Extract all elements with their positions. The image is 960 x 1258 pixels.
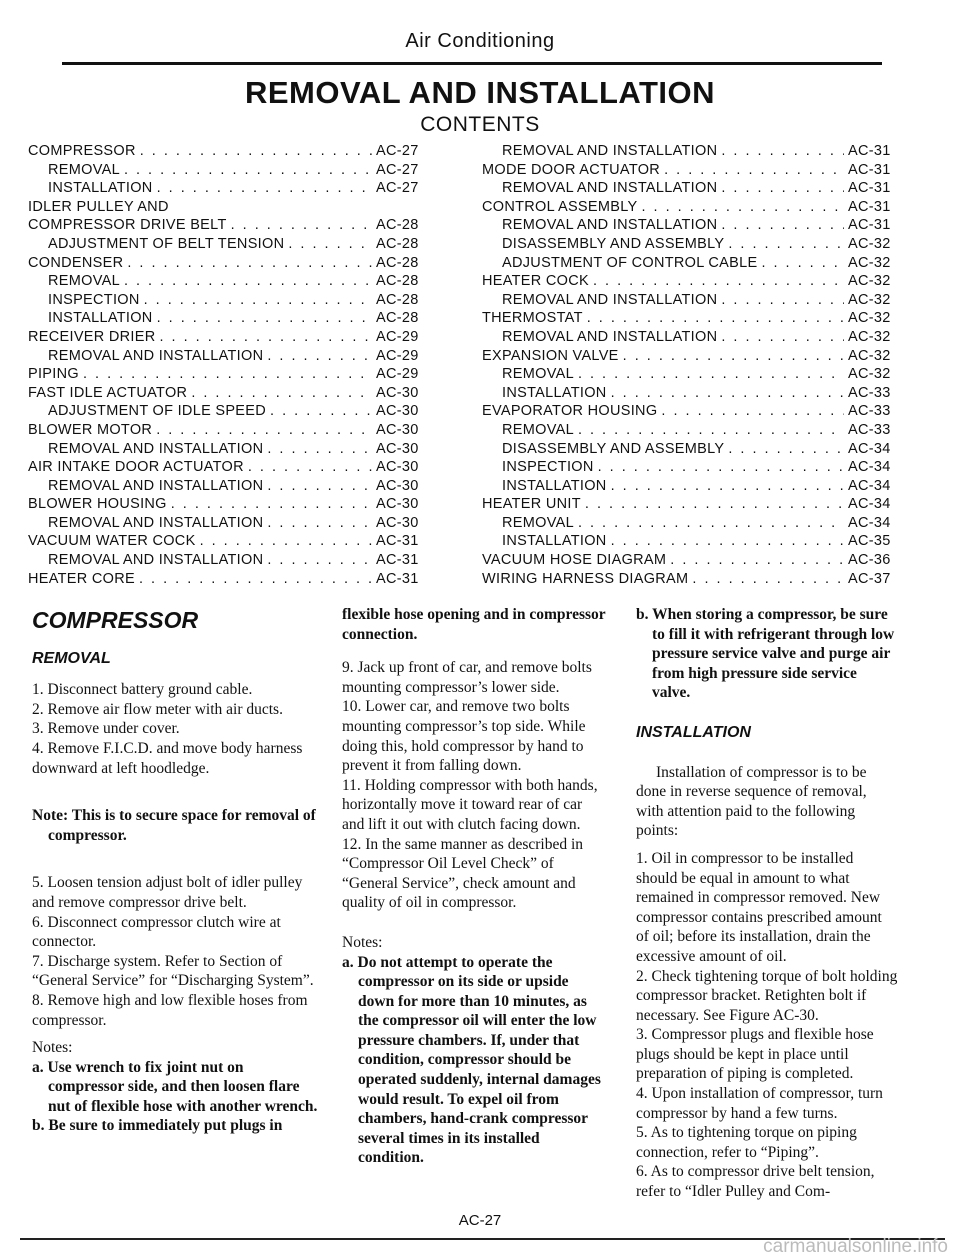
toc-entry-page: AC-28 bbox=[376, 273, 419, 290]
toc-entry-label: DISASSEMBLY AND ASSEMBLY bbox=[502, 235, 725, 252]
note-item: a. Do not attempt to operate the compressor on its side or upside down for more than 10 minutes, as the compressor oil will enter the low pressure chambers. If, under that condition, compressor should be operated suddenly, internal damages would result. To expel oil from chambers, hand-crank compressor several times in its installed condition. bbox=[342, 953, 601, 1167]
toc-entry bbox=[28, 235, 424, 254]
toc-entry-page: AC-34 bbox=[848, 440, 891, 457]
toc-entry bbox=[482, 272, 896, 291]
body-column-3 bbox=[636, 605, 898, 1202]
toc-entry bbox=[28, 440, 424, 459]
toc-entry bbox=[28, 198, 424, 217]
toc-entry-page: AC-27 bbox=[376, 161, 419, 178]
toc-entry-page: AC-32 bbox=[848, 310, 891, 327]
toc-entry bbox=[28, 347, 424, 366]
toc-leader-dots bbox=[124, 161, 372, 180]
toc-entry bbox=[482, 402, 896, 421]
toc-entry-label: DISASSEMBLY AND ASSEMBLY bbox=[502, 440, 725, 457]
toc-entry-page: AC-34 bbox=[848, 496, 891, 513]
toc-entry-label: IDLER PULLEY AND bbox=[28, 198, 169, 215]
toc-entry-label: ADJUSTMENT OF BELT TENSION bbox=[48, 235, 285, 252]
step: 8. Remove high and low flexible hoses from compressor. bbox=[32, 991, 308, 1029]
toc-entry-label: INSPECTION bbox=[502, 459, 594, 476]
toc-leader-dots bbox=[139, 570, 372, 589]
toc-right-column bbox=[482, 142, 896, 588]
toc-entry-page: AC-30 bbox=[376, 384, 419, 401]
toc-leader-dots bbox=[157, 309, 372, 328]
step: 12. In the same manner as described in “Compressor Oil Level Check” of “General Service”, check amount and quality of oil in compressor. bbox=[342, 835, 584, 912]
toc-entry bbox=[482, 142, 896, 161]
top-rule bbox=[62, 62, 882, 65]
toc-leader-dots bbox=[267, 514, 372, 533]
toc-entry-label: EXPANSION VALVE bbox=[482, 347, 619, 364]
toc-entry-page: AC-28 bbox=[376, 310, 419, 327]
running-head: Air Conditioning bbox=[405, 30, 555, 52]
toc-entry-label: REMOVAL bbox=[48, 161, 120, 178]
toc-entry-label: INSTALLATION bbox=[48, 180, 153, 197]
toc-leader-dots bbox=[248, 458, 372, 477]
toc-leader-dots bbox=[267, 440, 372, 459]
step: 4. Upon installation of compressor, turn compressor by hand a few turns. bbox=[636, 1085, 883, 1122]
note-continuation: flexible hose opening and in compressor connection. bbox=[342, 606, 606, 643]
note-item: a. Use wrench to fix joint nut on compressor side, and then loosen flare nut of flexible hose with another wrench. bbox=[32, 1058, 318, 1115]
toc-entry bbox=[482, 365, 896, 384]
toc-entry-page: AC-34 bbox=[848, 477, 891, 494]
toc-entry-page: AC-29 bbox=[376, 328, 419, 345]
toc-leader-dots bbox=[267, 551, 372, 570]
toc-entry-label: REMOVAL AND INSTALLATION bbox=[48, 347, 264, 364]
toc-entry-page: AC-28 bbox=[376, 291, 419, 308]
toc-entry-page: AC-30 bbox=[376, 496, 419, 513]
toc-entry bbox=[28, 216, 424, 235]
step: 11. Holding compressor with both hands, horizontally move it toward rear of car and lift it out with clutch facing down. bbox=[342, 776, 598, 833]
toc-entry-page: AC-31 bbox=[848, 180, 891, 197]
step: 9. Jack up front of car, and remove bolts mounting compressor’s lower side. bbox=[342, 659, 592, 696]
toc-entry-page: AC-34 bbox=[848, 514, 891, 531]
toc-leader-dots bbox=[578, 421, 844, 440]
toc-entry bbox=[482, 551, 896, 570]
toc-entry-label: RECEIVER DRIER bbox=[28, 328, 156, 345]
toc-entry-label: VACUUM HOSE DIAGRAM bbox=[482, 552, 667, 569]
toc-leader-dots bbox=[200, 532, 372, 551]
toc-entry-page: AC-28 bbox=[376, 235, 419, 252]
toc-leader-dots bbox=[611, 532, 844, 551]
toc-leader-dots bbox=[140, 142, 372, 161]
intro-paragraph: Installation of compressor is to be done in reverse sequence of removal, with attention paid to the following points: bbox=[636, 763, 867, 840]
toc-leader-dots bbox=[661, 402, 844, 421]
toc-entry-label: INSTALLATION bbox=[502, 384, 607, 401]
notes-label: Notes: bbox=[342, 933, 383, 951]
toc-leader-dots bbox=[670, 551, 844, 570]
toc-entry-label: INSPECTION bbox=[48, 291, 140, 308]
toc-entry bbox=[482, 570, 896, 589]
toc-entry bbox=[28, 254, 424, 273]
toc-entry bbox=[482, 421, 896, 440]
toc-entry-page: AC-31 bbox=[848, 217, 891, 234]
toc-entry-label: PIPING bbox=[28, 366, 79, 383]
toc-entry-label: BLOWER HOUSING bbox=[28, 496, 167, 513]
note-item: b. Be sure to immediately put plugs in bbox=[32, 1117, 283, 1135]
toc-leader-dots bbox=[156, 421, 372, 440]
toc-entry bbox=[482, 254, 896, 273]
toc-leader-dots bbox=[721, 179, 844, 198]
toc-entry-label: REMOVAL AND INSTALLATION bbox=[502, 217, 718, 234]
toc-entry bbox=[482, 291, 896, 310]
toc-leader-dots bbox=[728, 235, 844, 254]
step: 7. Discharge system. Refer to Section of “General Service” for “Discharging System”. bbox=[32, 952, 314, 990]
page-number: AC-27 bbox=[458, 1212, 502, 1229]
toc-entry-label: CONDENSER bbox=[28, 254, 124, 271]
page-title: REMOVAL AND INSTALLATION bbox=[244, 75, 716, 110]
toc-entry bbox=[28, 179, 424, 198]
toc-leader-dots bbox=[171, 495, 372, 514]
step: 3. Compressor plugs and flexible hose plugs should be kept in place until preparation of piping is completed. bbox=[636, 1026, 874, 1083]
toc-entry bbox=[482, 309, 896, 328]
step: 2. Check tightening torque of bolt holding compressor bracket. Retighten bolt if necessary. See Figure AC-30. bbox=[636, 967, 898, 1024]
toc-entry-label: REMOVAL AND INSTALLATION bbox=[48, 514, 264, 531]
toc-leader-dots bbox=[728, 440, 844, 459]
step: 6. As to compressor drive belt tension, refer to “Idler Pulley and Com- bbox=[636, 1163, 875, 1201]
toc-leader-dots bbox=[157, 179, 372, 198]
toc-leader-dots bbox=[585, 495, 844, 514]
toc-leader-dots bbox=[598, 458, 844, 477]
step: 6. Disconnect compressor clutch wire at connector. bbox=[32, 913, 281, 951]
toc-entry-label: REMOVAL AND INSTALLATION bbox=[502, 291, 718, 308]
toc-entry bbox=[482, 328, 896, 347]
toc-leader-dots bbox=[721, 291, 844, 310]
notes-label: Notes: bbox=[32, 1039, 73, 1057]
toc-entry-label: REMOVAL AND INSTALLATION bbox=[48, 477, 264, 494]
toc-entry-page: AC-37 bbox=[848, 570, 891, 587]
step: 1. Disconnect battery ground cable. bbox=[32, 681, 253, 699]
toc-entry-label: INSTALLATION bbox=[502, 477, 607, 494]
toc-entry-page: AC-32 bbox=[848, 328, 891, 345]
toc-leader-dots bbox=[587, 309, 844, 328]
toc-entry-page: AC-31 bbox=[848, 143, 891, 159]
toc-entry-page: AC-32 bbox=[848, 291, 891, 308]
toc-leader-dots bbox=[721, 142, 844, 161]
toc-entry bbox=[482, 477, 896, 496]
toc-leader-dots bbox=[267, 477, 372, 496]
toc-entry-label: ADJUSTMENT OF IDLE SPEED bbox=[48, 403, 267, 420]
note-item: b. When storing a compressor, be sure to fill it with refrigerant through low pressure service valve and purge air from high pressure side service valve. bbox=[636, 606, 895, 702]
toc-entry-label: WIRING HARNESS DIAGRAM bbox=[482, 570, 689, 587]
toc-entry bbox=[28, 421, 424, 440]
toc-entry-label: REMOVAL AND INSTALLATION bbox=[502, 180, 718, 197]
toc-entry-page: AC-31 bbox=[376, 570, 419, 587]
toc-entry-page: AC-29 bbox=[376, 347, 419, 364]
step: 10. Lower car, and remove two bolts mounting compressor’s top side. While doing this, hold compressor by hand to prevent it from falling down. bbox=[342, 698, 586, 775]
toc-leader-dots bbox=[159, 328, 372, 347]
step: 1. Oil in compressor to be installed should be equal in amount to what remained in compressor removed. New compressor contains prescribed amount of oil; before its installation, drain the excessive amount of oil. bbox=[636, 849, 882, 965]
toc-entry-page: AC-31 bbox=[376, 533, 419, 550]
toc-entry-label: HEATER CORE bbox=[28, 570, 135, 587]
toc-entry bbox=[28, 514, 424, 533]
toc-entry-page: AC-35 bbox=[848, 533, 891, 550]
toc-left-column bbox=[28, 142, 424, 588]
toc-entry-label: REMOVAL AND INSTALLATION bbox=[502, 328, 718, 345]
toc-entry-page: AC-30 bbox=[376, 440, 419, 457]
toc-leader-dots bbox=[761, 254, 844, 273]
toc-entry bbox=[482, 198, 896, 217]
toc-entry-page: AC-30 bbox=[376, 403, 419, 420]
toc-leader-dots bbox=[270, 402, 372, 421]
toc-leader-dots bbox=[593, 272, 844, 291]
toc-entry bbox=[482, 161, 896, 180]
toc-entry bbox=[28, 291, 424, 310]
toc-entry-label: COMPRESSOR bbox=[28, 143, 136, 159]
contents-heading: CONTENTS bbox=[420, 113, 540, 136]
toc-entry bbox=[482, 216, 896, 235]
toc-entry-label: MODE DOOR ACTUATOR bbox=[482, 161, 661, 178]
toc-entry-label: REMOVAL AND INSTALLATION bbox=[502, 143, 718, 159]
toc-leader-dots bbox=[641, 198, 844, 217]
toc-leader-dots bbox=[144, 291, 372, 310]
toc-entry bbox=[482, 458, 896, 477]
toc-entry bbox=[28, 458, 424, 477]
toc-entry bbox=[28, 142, 424, 161]
toc-entry-page: AC-31 bbox=[848, 161, 891, 178]
subheading-removal: REMOVAL bbox=[32, 649, 111, 667]
step: 3. Remove under cover. bbox=[32, 720, 180, 738]
toc-entry-label: THERMOSTAT bbox=[482, 310, 583, 327]
toc-entry bbox=[482, 384, 896, 403]
body-column-1 bbox=[32, 605, 318, 1136]
toc-leader-dots bbox=[288, 235, 372, 254]
toc-entry-label: REMOVAL bbox=[502, 366, 574, 383]
toc-leader-dots bbox=[692, 570, 844, 589]
toc-entry-label: FAST IDLE ACTUATOR bbox=[28, 384, 188, 401]
toc-entry bbox=[28, 365, 424, 384]
toc-leader-dots bbox=[578, 514, 844, 533]
toc-entry bbox=[482, 532, 896, 551]
step: 5. Loosen tension adjust bolt of idler pulley and remove compressor drive belt. bbox=[32, 874, 303, 911]
toc-leader-dots bbox=[578, 365, 844, 384]
toc-entry bbox=[28, 477, 424, 496]
toc-entry bbox=[28, 402, 424, 421]
toc-entry bbox=[28, 272, 424, 291]
toc-leader-dots bbox=[623, 347, 844, 366]
toc-leader-dots bbox=[191, 384, 372, 403]
toc-entry bbox=[482, 495, 896, 514]
toc-entry-page: AC-27 bbox=[376, 143, 419, 159]
toc-entry-page: AC-30 bbox=[376, 477, 419, 494]
toc-entry-page: AC-32 bbox=[848, 347, 891, 364]
body-column-2 bbox=[342, 605, 606, 1168]
toc-entry-page: AC-33 bbox=[848, 384, 891, 401]
toc-entry bbox=[482, 179, 896, 198]
toc-entry-label: AIR INTAKE DOOR ACTUATOR bbox=[28, 459, 244, 476]
toc-leader-dots bbox=[664, 161, 844, 180]
watermark: carmanualsonline.info bbox=[763, 1236, 948, 1257]
toc-entry-page: AC-29 bbox=[376, 366, 419, 383]
section-heading-compressor: COMPRESSOR bbox=[32, 607, 199, 633]
toc-entry-label: COMPRESSOR DRIVE BELT bbox=[28, 217, 227, 234]
toc-entry bbox=[482, 347, 896, 366]
toc-entry-page: AC-31 bbox=[848, 198, 891, 215]
toc-entry-page: AC-31 bbox=[376, 552, 419, 569]
toc-leader-dots bbox=[83, 365, 372, 384]
toc-entry-page: AC-30 bbox=[376, 514, 419, 531]
toc-entry-label: BLOWER MOTOR bbox=[28, 421, 153, 438]
toc-entry-page: AC-32 bbox=[848, 273, 891, 290]
toc-entry bbox=[482, 514, 896, 533]
note-paragraph: Note: This is to secure space for removal of compressor. bbox=[32, 807, 316, 844]
toc-entry bbox=[28, 551, 424, 570]
step: 5. As to tightening torque on piping connection, refer to “Piping”. bbox=[636, 1124, 857, 1161]
toc-entry-page: AC-28 bbox=[376, 254, 419, 271]
toc-leader-dots bbox=[124, 272, 372, 291]
toc-entry-label: VACUUM WATER COCK bbox=[28, 533, 196, 550]
toc-leader-dots bbox=[721, 216, 844, 235]
toc-entry bbox=[28, 161, 424, 180]
toc-entry-page: AC-28 bbox=[376, 217, 419, 234]
toc-leader-dots bbox=[721, 328, 844, 347]
step: 2. Remove air flow meter with air ducts. bbox=[32, 700, 283, 718]
toc-entry-label: INSTALLATION bbox=[48, 310, 153, 327]
toc-entry bbox=[482, 440, 896, 459]
toc-leader-dots bbox=[127, 254, 372, 273]
toc-entry bbox=[28, 309, 424, 328]
toc-entry-page: AC-30 bbox=[376, 459, 419, 476]
toc-leader-dots bbox=[611, 384, 844, 403]
toc-entry-label: INSTALLATION bbox=[502, 533, 607, 550]
toc-entry-page: AC-30 bbox=[376, 421, 419, 438]
toc-entry-page: AC-34 bbox=[848, 459, 891, 476]
toc-entry-label: EVAPORATOR HOUSING bbox=[482, 403, 658, 420]
toc-entry-label: REMOVAL AND INSTALLATION bbox=[48, 552, 264, 569]
toc-entry-page: AC-33 bbox=[848, 421, 891, 438]
toc-leader-dots bbox=[611, 477, 844, 496]
toc-entry-label: ADJUSTMENT OF CONTROL CABLE bbox=[502, 254, 758, 271]
toc-entry-label: REMOVAL bbox=[48, 273, 120, 290]
toc-entry bbox=[482, 235, 896, 254]
toc-leader-dots bbox=[267, 347, 372, 366]
toc-entry-page: AC-32 bbox=[848, 254, 891, 271]
subheading-installation: INSTALLATION bbox=[636, 723, 751, 741]
toc-entry-label: CONTROL ASSEMBLY bbox=[482, 198, 638, 215]
toc-entry bbox=[28, 495, 424, 514]
toc-entry-label: REMOVAL bbox=[502, 421, 574, 438]
toc-leader-dots bbox=[231, 216, 372, 235]
toc-entry-page: AC-33 bbox=[848, 403, 891, 420]
toc-entry-page: AC-32 bbox=[848, 366, 891, 383]
toc-entry bbox=[28, 384, 424, 403]
toc-entry-page: AC-27 bbox=[376, 180, 419, 197]
toc-entry bbox=[28, 570, 424, 589]
toc-entry-label: REMOVAL AND INSTALLATION bbox=[48, 440, 264, 457]
toc-entry-label: HEATER COCK bbox=[482, 273, 589, 290]
toc-entry-label: REMOVAL bbox=[502, 514, 574, 531]
toc-entry bbox=[28, 532, 424, 551]
step: 4. Remove F.I.C.D. and move body harness downward at left hoodledge. bbox=[32, 739, 303, 777]
toc-entry-page: AC-36 bbox=[848, 552, 891, 569]
toc-entry-label: HEATER UNIT bbox=[482, 496, 581, 513]
toc-entry bbox=[28, 328, 424, 347]
toc-entry-page: AC-32 bbox=[848, 235, 891, 252]
